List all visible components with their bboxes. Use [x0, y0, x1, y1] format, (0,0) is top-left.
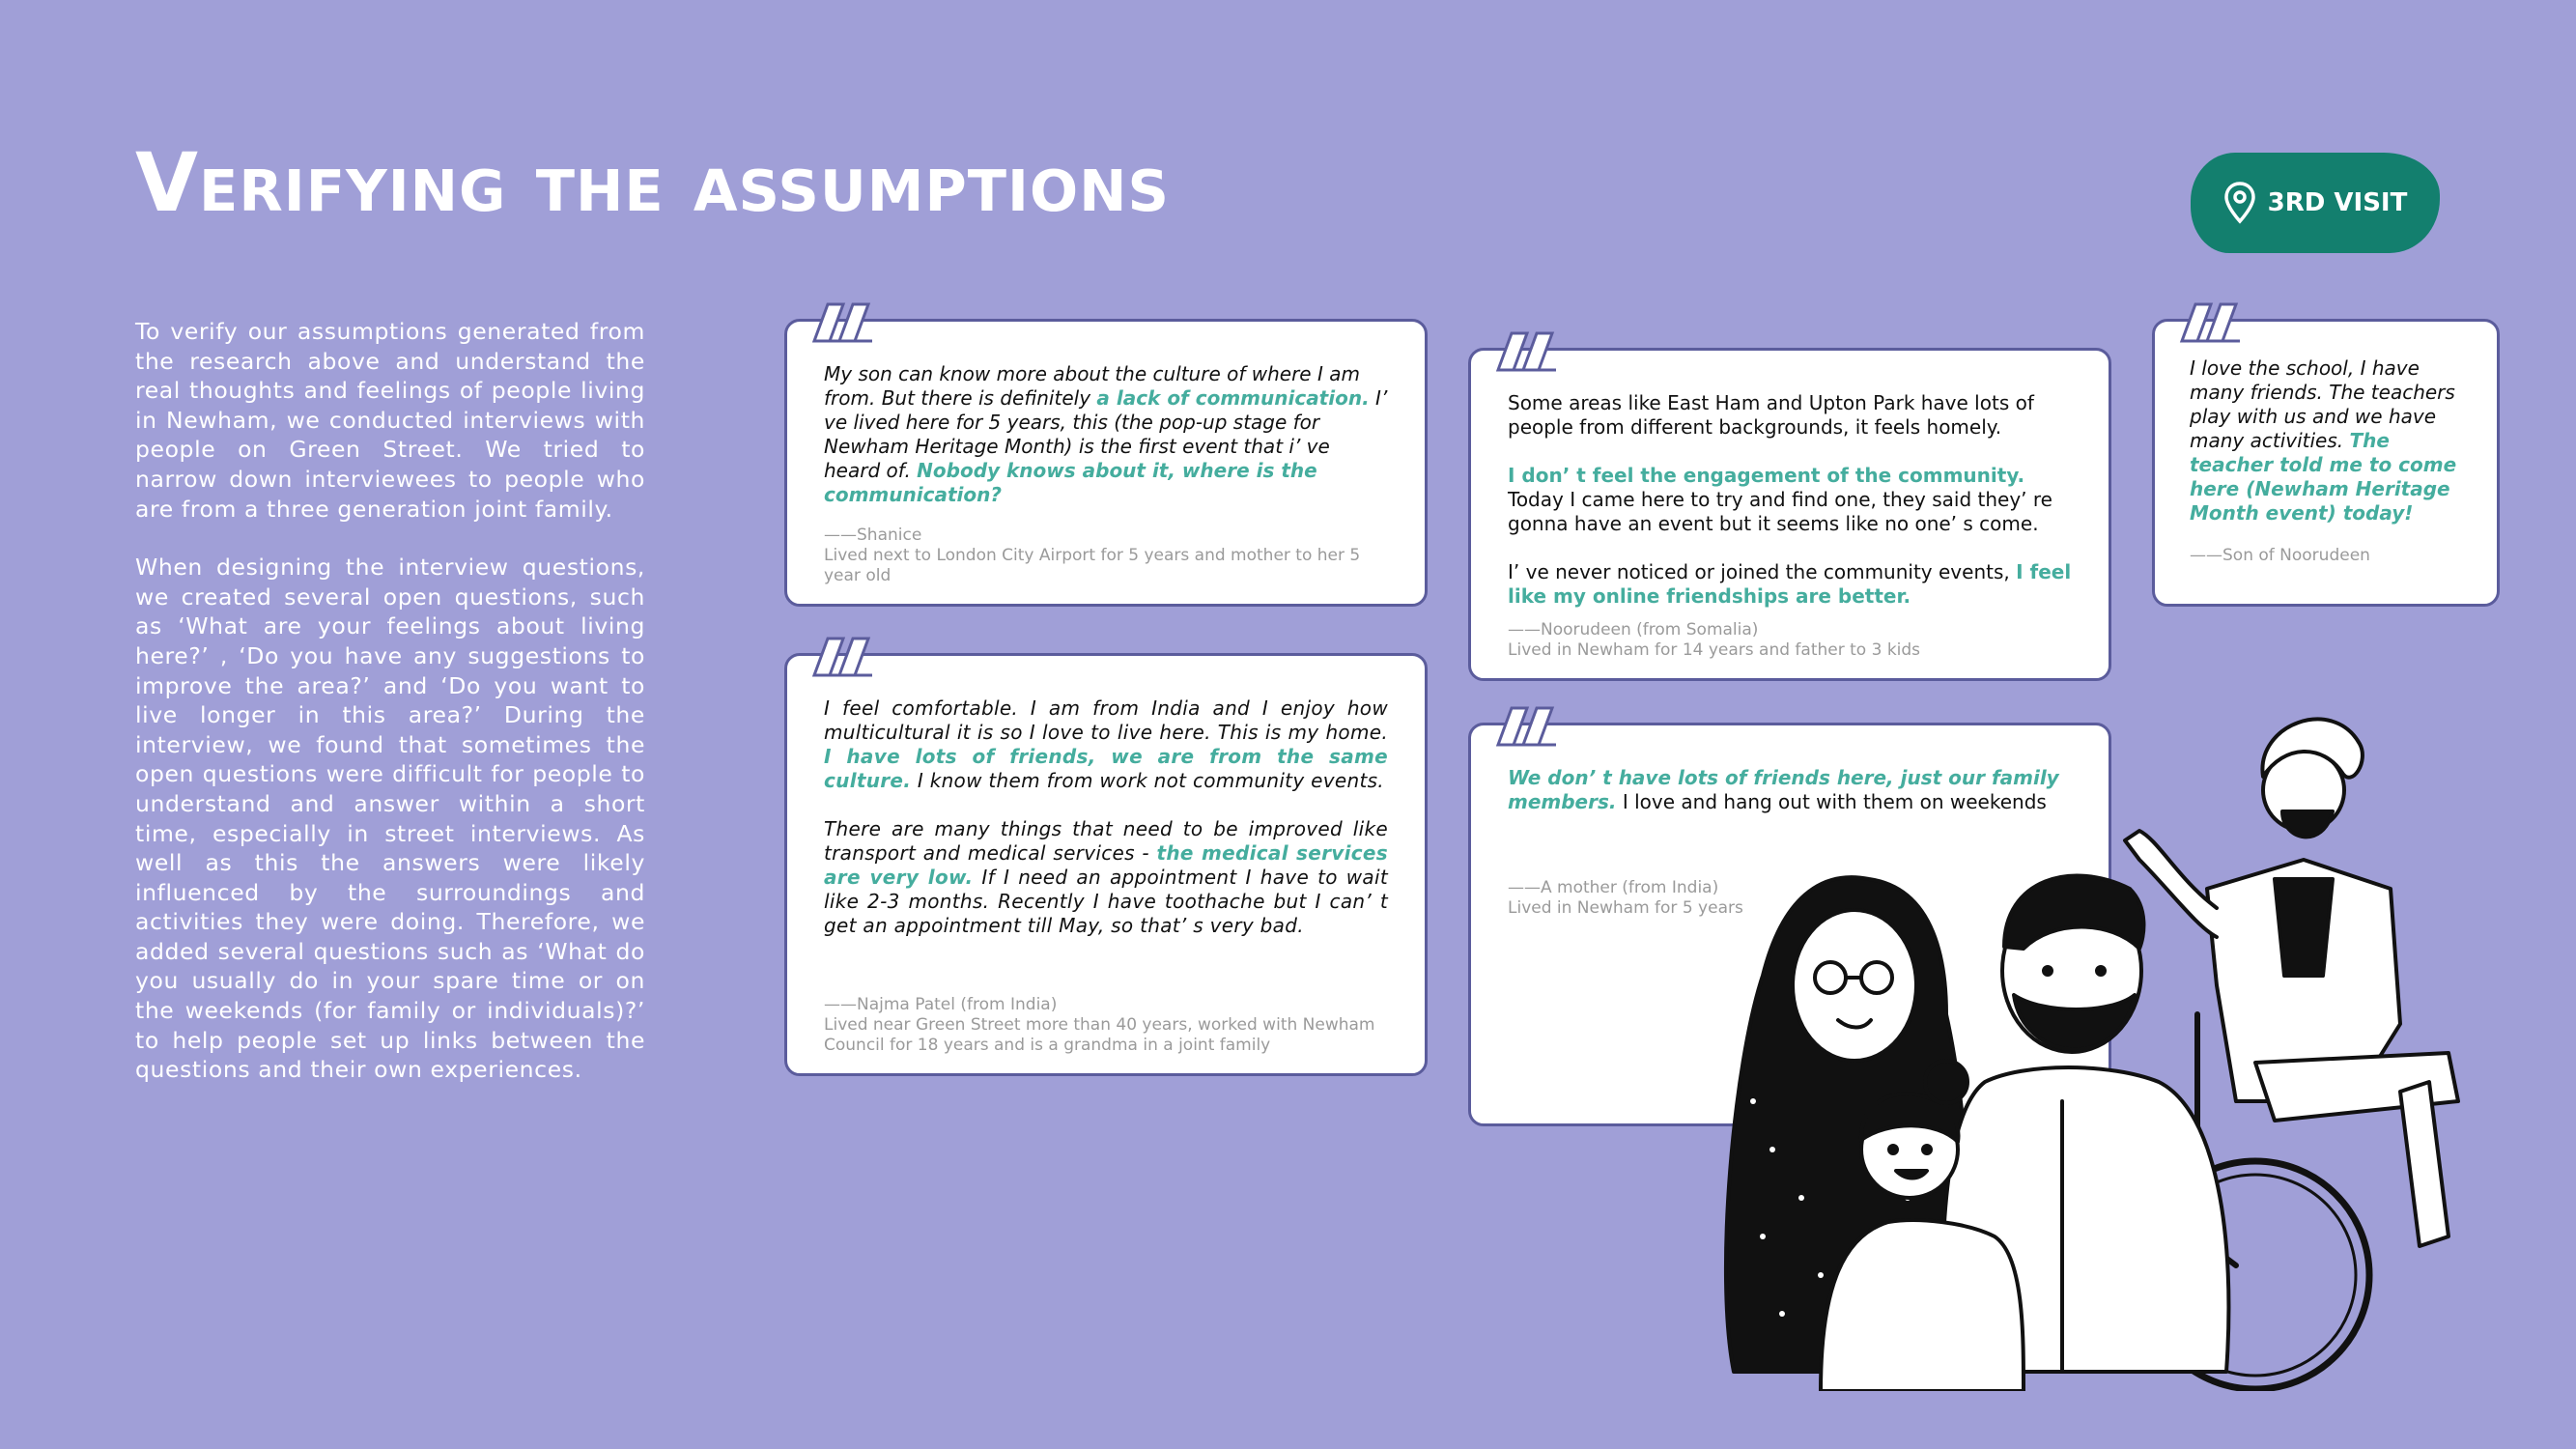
- quote-text: [2190, 356, 2470, 526]
- quote-segment: I’ ve lived here for 5 years, this (the pop-up stage for Newham Heritage Month) is the first event that i’ ve heard of.: [824, 386, 1388, 482]
- quote-mark-icon: [2178, 302, 2246, 343]
- quote-segment: Today I came here to try and find one, they said they’ re gonna have an event but it seems like no one’ s come.: [1508, 488, 2052, 535]
- quote-card-shanice: [784, 319, 1428, 607]
- attribution-description: Lived near Green Street more than 40 years, worked with Newham Council for 18 years and is a grandma in a joint family: [824, 1015, 1375, 1055]
- page-title: Verifying the assumptions: [135, 135, 1170, 230]
- quote-highlight: the medical services are very low.: [824, 841, 1388, 889]
- quote-mark-icon: [1494, 331, 1562, 372]
- location-pin-icon: [2223, 182, 2256, 224]
- quote-highlight: I have lots of friends, we are from the same culture.: [824, 745, 1388, 792]
- attribution-name: ——Noorudeen (from Somalia): [1508, 620, 1759, 639]
- quote-segment: I feel comfortable. I am from India and I enjoy how multicultural it is so I love to live here. This is my home.: [824, 696, 1388, 744]
- quote-highlight: a lack of communication.: [1096, 386, 1370, 410]
- attribution-description: Lived next to London City Airport for 5 years and mother to her 5 year old: [824, 546, 1361, 585]
- quote-text: [824, 362, 1388, 507]
- attribution-name: ——A mother (from India): [1508, 878, 1719, 897]
- quote-segment: There are many things that need to be improved like transport and medical services -: [824, 817, 1388, 865]
- quote-segment: My son can know more about the culture of where I am from. But there is definitely: [824, 362, 1360, 410]
- quote-paragraph: Some areas like East Ham and Upton Park have lots of people from different backgrounds, it feels homely.: [1508, 391, 2034, 439]
- attribution-description: Lived in Newham for 5 years: [1508, 898, 1743, 918]
- quote-segment: I’ ve never noticed or joined the community events,: [1508, 560, 2017, 583]
- visit-badge: [2191, 153, 2440, 253]
- quote-attribution: [824, 995, 1396, 1056]
- visit-badge-label: 3RD VISIT: [2267, 188, 2408, 217]
- quote-mark-icon: [1494, 706, 1562, 747]
- quote-mark-icon: [810, 302, 878, 343]
- intro-text: [135, 317, 645, 1114]
- quote-attribution: [2190, 546, 2468, 566]
- quote-highlight: I feel like my online friendships are better.: [1508, 560, 2072, 608]
- quote-segment: If I need an appointment I have to wait like 2-3 months. Recently I have toothache but I can’ t get an appointment till May, so that’ s very bad.: [824, 866, 1388, 937]
- attribution-name: ——Son of Noorudeen: [2190, 546, 2370, 565]
- quote-text: [824, 696, 1388, 938]
- quote-paragraph: [824, 696, 1388, 793]
- attribution-name: ——Shanice: [824, 526, 922, 545]
- quote-highlight: I don’ t feel the engagement of the community.: [1508, 464, 2025, 487]
- intro-paragraph-2: When designing the interview questions, we created several open questions, such as ‘What are your feelings about living here?’ , ‘Do you have any suggestions to improve the area?’ and ‘Do you want to live longer in this area?’ During the interview, we found that sometimes the open questions were difficult for people to understand and answer within a short time, especially in street interviews. As well as this the answers were likely influenced by the surroundings and activities they were doing. Therefore, we added several questions such as ‘What do you usually do in your spare time or on the weekends (for family or individuals)?’ to help people set up links between the questions and their own experiences.: [135, 554, 645, 1084]
- family-illustration: [1656, 696, 2506, 1391]
- attribution-name: ——Najma Patel (from India): [824, 995, 1058, 1014]
- quote-attribution: [1508, 620, 2080, 661]
- quote-card-noorudeen: [1468, 348, 2111, 681]
- quote-segment: I love the school, I have many friends. The teachers play with us and we have many activities.: [2190, 356, 2455, 452]
- quote-card-son: [2152, 319, 2500, 607]
- quote-attribution: [824, 526, 1396, 586]
- quote-paragraph: [1508, 560, 2072, 609]
- quote-mark-icon: [810, 637, 878, 677]
- quote-paragraph: [824, 817, 1388, 938]
- quote-text: [1508, 391, 2072, 609]
- quote-segment: I love and hang out with them on weekends: [1616, 790, 2047, 813]
- quote-paragraph: [1508, 464, 2072, 536]
- quote-highlight: We don’ t have lots of friends here, just our family members.: [1508, 766, 2059, 813]
- quote-card-najma: [784, 653, 1428, 1076]
- quote-highlight: The teacher told me to come here (Newham Heritage Month event) today!: [2190, 429, 2457, 525]
- quote-segment: I know them from work not community events.: [911, 769, 1384, 792]
- intro-paragraph-1: To verify our assumptions generated from the research above and understand the real thoughts and feelings of people living in Newham, we conducted interviews with people on Green Street. We tried to narrow down interviewees to people who are from a three generation joint family.: [135, 318, 645, 523]
- attribution-description: Lived in Newham for 14 years and father to 3 kids: [1508, 640, 1921, 660]
- quote-highlight: Nobody knows about it, where is the communication?: [824, 459, 1317, 506]
